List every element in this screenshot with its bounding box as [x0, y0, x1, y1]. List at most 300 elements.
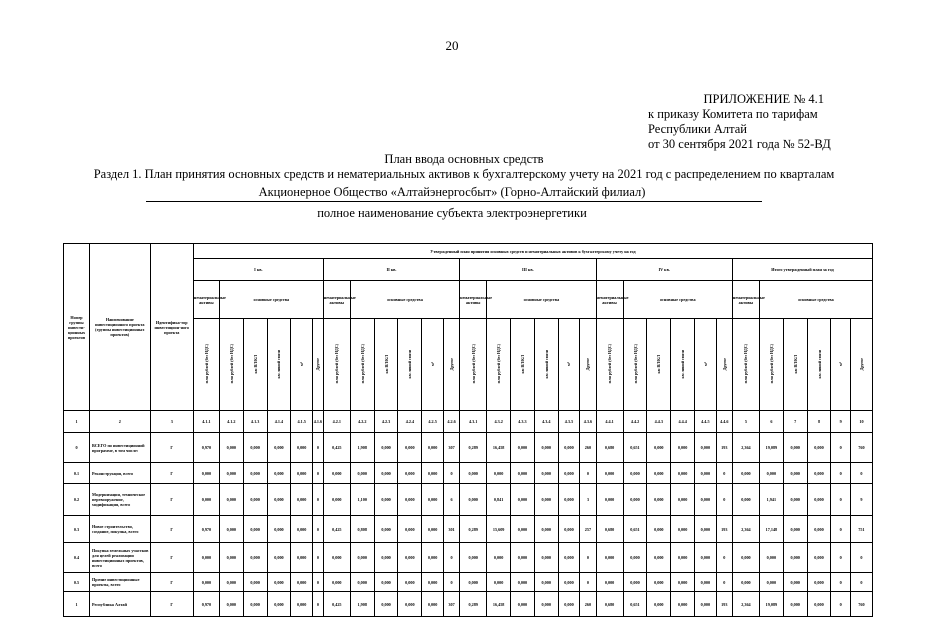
table-cell: Г — [150, 543, 193, 573]
header-unit-label: млн рублей (без НДС) — [334, 344, 340, 384]
column-number: 4.3.6 — [580, 411, 596, 433]
table-cell: 0,000 — [398, 573, 422, 592]
organization-caption: полное наименование субъекта электроэнергетики — [317, 206, 587, 220]
table-cell: 0,651 — [623, 592, 647, 617]
table-cell: 0,000 — [398, 484, 422, 516]
column-number: 4.2.5 — [422, 411, 444, 433]
table-cell: 0,425 — [323, 433, 350, 463]
table-cell: 0 — [312, 543, 323, 573]
table-cell: 0,000 — [558, 543, 580, 573]
table-cell: 0,000 — [807, 573, 831, 592]
table-cell: 0,000 — [422, 592, 444, 617]
table-cell: 0,000 — [267, 516, 291, 543]
table-cell: 0,000 — [460, 573, 487, 592]
table-cell: 0,000 — [695, 463, 717, 484]
table-cell: 0,000 — [460, 484, 487, 516]
header-unit-cell — [671, 319, 695, 411]
table-cell: 0,000 — [267, 592, 291, 617]
table-cell: 0,000 — [219, 543, 243, 573]
header-unit-label: км ВЛ/КЛ — [792, 354, 798, 374]
header-unit-cell — [243, 319, 267, 411]
table-cell: 0,000 — [422, 463, 444, 484]
table-cell: 0,000 — [558, 463, 580, 484]
header-year-total: Итого утвержденный план за год — [732, 259, 872, 281]
table-cell: 0,000 — [350, 543, 374, 573]
table-cell: 0 — [443, 573, 459, 592]
table-cell: 0,000 — [487, 543, 511, 573]
header-unit-label: млн рублей (без НДС) — [496, 344, 502, 384]
table-cell: 0,000 — [422, 433, 444, 463]
table-cell: 0,000 — [759, 573, 783, 592]
appendix-line-3: Республики Алтай — [648, 122, 747, 136]
table-cell: 0,000 — [487, 573, 511, 592]
header-unit-label: млн рублей (без НДС) — [470, 344, 476, 384]
header-unit-label: км линий связи — [543, 349, 549, 379]
table-cell: 0 — [850, 463, 872, 484]
header-unit-cell — [647, 319, 671, 411]
table-cell: 0,000 — [783, 592, 807, 617]
table-cell: 0,000 — [534, 543, 558, 573]
table-cell: 0,000 — [759, 463, 783, 484]
table-row — [64, 516, 873, 543]
table-cell: 0,000 — [511, 463, 535, 484]
column-number: 1 — [64, 411, 90, 433]
table-cell: 0.3 — [64, 516, 90, 543]
header-unit-cell — [443, 319, 459, 411]
table-cell: 760 — [850, 592, 872, 617]
table-cell: 0,000 — [422, 516, 444, 543]
table-cell: 0,000 — [647, 463, 671, 484]
table-cell: 0 — [831, 592, 850, 617]
header-group-number: Номер группы инвести-ционных проектов — [64, 244, 90, 411]
table-cell: 0,000 — [623, 463, 647, 484]
table-cell: 0,000 — [374, 592, 398, 617]
table-cell: 0,000 — [671, 433, 695, 463]
table-cell: 0,000 — [398, 516, 422, 543]
column-number: 4.1.5 — [291, 411, 313, 433]
header-unit-cell — [623, 319, 647, 411]
table-cell: 0,000 — [671, 573, 695, 592]
table-cell: 0 — [831, 543, 850, 573]
header-unit-label: Другое — [315, 357, 321, 371]
table-cell: 0,000 — [647, 592, 671, 617]
table-cell: 0,000 — [671, 484, 695, 516]
table-cell: 0 — [580, 463, 596, 484]
column-number: 4.2.1 — [323, 411, 350, 433]
table-cell: 0,000 — [807, 516, 831, 543]
header-unit-label: Другое — [858, 357, 864, 371]
table-cell: 0,000 — [732, 573, 759, 592]
table-cell: 0 — [831, 433, 850, 463]
table-cell: 0 — [716, 463, 732, 484]
table-cell: 19,089 — [759, 592, 783, 617]
table-cell: 0,000 — [243, 433, 267, 463]
column-number: 8 — [807, 411, 831, 433]
table-cell: 0 — [831, 516, 850, 543]
appendix-line-4: от 30 сентября 2021 года № 52-ВД — [648, 137, 831, 151]
table-cell: 0,000 — [422, 573, 444, 592]
table-cell: 15,609 — [487, 516, 511, 543]
table-cell: 0,000 — [558, 433, 580, 463]
table-cell: 0,000 — [323, 463, 350, 484]
table-cell: 0,000 — [460, 463, 487, 484]
table-cell: Г — [150, 592, 193, 617]
table-cell: 0,000 — [291, 433, 313, 463]
table-cell: 0,000 — [783, 463, 807, 484]
table-cell: 0.4 — [64, 543, 90, 573]
table-row — [64, 543, 873, 573]
table-cell: 0,425 — [323, 516, 350, 543]
table-cell: Г — [150, 484, 193, 516]
table-cell: 0 — [831, 463, 850, 484]
header-unit-label: млн рублей (без НДС) — [607, 344, 613, 384]
header-unit-label: км ВЛ/КЛ — [656, 354, 662, 374]
table-row — [64, 463, 873, 484]
table-cell: 0,000 — [807, 543, 831, 573]
table-cell: 193 — [716, 433, 732, 463]
table-cell: 9 — [850, 484, 872, 516]
table-cell: 0,000 — [623, 573, 647, 592]
table-cell: 0 — [312, 516, 323, 543]
table-cell: 0,651 — [623, 516, 647, 543]
header-approved-plan: Утвержденный план принятия основных средств и нематериальных активов к бухгалтерскому учету на год — [193, 244, 872, 259]
table-cell: 0,289 — [460, 592, 487, 617]
table-cell: 0,000 — [807, 484, 831, 516]
column-number: 4.3.5 — [558, 411, 580, 433]
table-cell: 0,000 — [695, 484, 717, 516]
table-cell: 3 — [580, 484, 596, 516]
column-number: 4.3.3 — [511, 411, 535, 433]
table-cell: 0,000 — [291, 484, 313, 516]
header-fixed-assets: основные средства — [487, 281, 596, 319]
table-cell: 0,000 — [759, 543, 783, 573]
header-intangible-assets: нематериальные активы — [460, 281, 487, 319]
table-cell: 1,908 — [350, 433, 374, 463]
table-cell: 0,000 — [374, 516, 398, 543]
header-unit-cell — [219, 319, 243, 411]
column-number: 4.4.6 — [716, 411, 732, 433]
column-number: 3 — [150, 411, 193, 433]
table-cell: 0 — [850, 573, 872, 592]
table-cell: 0,000 — [323, 484, 350, 516]
table-cell: 260 — [580, 592, 596, 617]
project-name-cell: Покупка земельных участков для целей реализации инвестиционных проектов, всего — [89, 543, 150, 573]
header-unit-label: км ВЛ/КЛ — [252, 354, 258, 374]
table-cell: 0 — [312, 592, 323, 617]
header-unit-label: млн рублей (без НДС) — [632, 344, 638, 384]
table-cell: 193 — [716, 516, 732, 543]
column-number: 10 — [850, 411, 872, 433]
project-name-cell: Реконструкция, всего — [89, 463, 150, 484]
table-cell: Г — [150, 463, 193, 484]
table-cell: 0,000 — [267, 573, 291, 592]
page-number: 20 — [445, 38, 459, 53]
table-cell: 2,364 — [732, 516, 759, 543]
table-cell: 0,000 — [558, 573, 580, 592]
table-cell: 0,000 — [732, 543, 759, 573]
header-unit-label: км линий связи — [816, 349, 822, 379]
header-unit-cell — [267, 319, 291, 411]
header-unit-cell — [558, 319, 580, 411]
table-cell: 0 — [831, 573, 850, 592]
header-unit-cell — [422, 319, 444, 411]
table-cell: 0.5 — [64, 573, 90, 592]
table-cell: 0,000 — [695, 592, 717, 617]
document-title: План ввода основных средств — [384, 152, 544, 166]
table-cell: 0,000 — [243, 516, 267, 543]
table-cell: 16,458 — [487, 592, 511, 617]
table-cell: 0,000 — [534, 516, 558, 543]
header-unit-label: Другое — [721, 357, 727, 371]
header-project-id: Идентифика-тор инвестицион-ного проекта — [150, 244, 193, 411]
header-quarter-1: I кв. — [193, 259, 323, 281]
header-unit-cell — [716, 319, 732, 411]
table-cell: 0,000 — [695, 573, 717, 592]
header-unit-cell — [783, 319, 807, 411]
table-cell: 0,000 — [647, 484, 671, 516]
table-cell: 0,000 — [219, 463, 243, 484]
column-number: 4.4.4 — [671, 411, 695, 433]
header-unit-label: Другое — [449, 357, 455, 371]
organization-name: Акционерное Общество «Алтайэнергосбыт» (Горно-Алтайский филиал) — [258, 185, 646, 199]
header-unit-label: м² — [299, 362, 305, 366]
table-row — [64, 573, 873, 592]
column-number: 4.4.3 — [647, 411, 671, 433]
header-unit-cell — [596, 319, 623, 411]
header-unit-label: м² — [838, 362, 844, 366]
table-cell: 0,000 — [193, 463, 219, 484]
table-cell: 0,000 — [732, 463, 759, 484]
table-cell: 1,908 — [350, 592, 374, 617]
header-unit-cell — [580, 319, 596, 411]
header-unit-label: м² — [566, 362, 572, 366]
table-cell: 0,000 — [219, 433, 243, 463]
table-cell: 1,941 — [759, 484, 783, 516]
header-unit-label: млн рублей (без НДС) — [203, 344, 209, 384]
project-name-cell: Прочие инвестиционные проекты, всего — [89, 573, 150, 592]
column-number: 2 — [89, 411, 150, 433]
header-unit-cell — [807, 319, 831, 411]
header-unit-label: км ВЛ/КЛ — [383, 354, 389, 374]
column-number: 9 — [831, 411, 850, 433]
table-cell: 0,000 — [671, 592, 695, 617]
table-cell: 1 — [64, 592, 90, 617]
table-row — [64, 592, 873, 617]
organization-underline — [146, 201, 762, 202]
table-cell: 0,000 — [807, 433, 831, 463]
header-quarter-4: IV кв. — [596, 259, 732, 281]
table-cell: 0,000 — [695, 516, 717, 543]
header-unit-label: м² — [702, 362, 708, 366]
table-cell: 760 — [850, 433, 872, 463]
header-fixed-assets: основные средства — [623, 281, 732, 319]
appendix-block — [648, 92, 831, 152]
table-row — [64, 484, 873, 516]
column-number: 4.4.1 — [596, 411, 623, 433]
table-cell: 307 — [443, 592, 459, 617]
table-cell: 0,000 — [647, 433, 671, 463]
table-cell: 0,000 — [219, 516, 243, 543]
table-cell: Г — [150, 433, 193, 463]
table-cell: 0,000 — [350, 573, 374, 592]
column-number: 6 — [759, 411, 783, 433]
table-cell: 0 — [831, 484, 850, 516]
table-cell: 0,000 — [219, 484, 243, 516]
header-unit-label: млн рублей (без НДС) — [228, 344, 234, 384]
table-cell: 0,425 — [323, 592, 350, 617]
table-cell: 0,000 — [193, 573, 219, 592]
table-cell: 751 — [850, 516, 872, 543]
section-title: Раздел 1. План принятия основных средств и нематериальных активов к бухгалтерскому учету на 2021 год с распределением по кварталам — [93, 167, 835, 181]
table-cell: 0,000 — [511, 433, 535, 463]
header-unit-cell — [350, 319, 374, 411]
header-unit-label: км линий связи — [276, 349, 282, 379]
table-cell: 16,458 — [487, 433, 511, 463]
table-cell: 0,000 — [671, 543, 695, 573]
plan-table — [63, 243, 873, 617]
table-row — [64, 433, 873, 463]
table-cell: 0,000 — [511, 592, 535, 617]
table-cell: 0,000 — [596, 573, 623, 592]
header-unit-cell — [487, 319, 511, 411]
project-name-cell: Модернизация, техническое перевооружение, модификация, всего — [89, 484, 150, 516]
column-number: 4.2.4 — [398, 411, 422, 433]
table-cell: 0,000 — [398, 433, 422, 463]
table-cell: 0,000 — [267, 543, 291, 573]
header-unit-cell — [695, 319, 717, 411]
table-cell: 0,000 — [783, 433, 807, 463]
table-cell: 0,000 — [291, 592, 313, 617]
table-cell: 0,000 — [460, 543, 487, 573]
header-intangible-assets: нематериальные активы — [732, 281, 759, 319]
header-fixed-assets: основные средства — [759, 281, 872, 319]
table-cell: 0,680 — [596, 433, 623, 463]
table-cell: 0,000 — [398, 592, 422, 617]
table-cell: 0,000 — [695, 433, 717, 463]
table-cell: 0,000 — [291, 543, 313, 573]
table-cell: 0,000 — [374, 433, 398, 463]
table-cell: 0,000 — [219, 592, 243, 617]
table-cell: 0,000 — [783, 573, 807, 592]
table-cell: 0,000 — [243, 592, 267, 617]
table-cell: 0,000 — [623, 543, 647, 573]
column-number: 5 — [732, 411, 759, 433]
table-cell: 0,000 — [596, 463, 623, 484]
table-cell: 0 — [312, 484, 323, 516]
table-cell: 0,000 — [511, 573, 535, 592]
table-cell: 0,000 — [243, 463, 267, 484]
header-unit-cell — [850, 319, 872, 411]
table-cell: 0 — [64, 433, 90, 463]
table-cell: 257 — [580, 516, 596, 543]
table-cell: 0,841 — [487, 484, 511, 516]
table-cell: 0,289 — [460, 433, 487, 463]
table-cell: 0,000 — [534, 463, 558, 484]
table-cell: 0,000 — [511, 484, 535, 516]
table-cell: 0,000 — [732, 484, 759, 516]
table-cell: 0,000 — [807, 463, 831, 484]
header-intangible-assets: нематериальные активы — [596, 281, 623, 319]
table-cell: 0,000 — [534, 592, 558, 617]
header-unit-cell — [460, 319, 487, 411]
table-cell: 1,100 — [350, 484, 374, 516]
table-cell: 0,000 — [398, 543, 422, 573]
header-unit-label: млн рублей (без НДС) — [768, 344, 774, 384]
column-number: 4.1.1 — [193, 411, 219, 433]
table-cell: 0,680 — [596, 592, 623, 617]
table-cell: 0,000 — [291, 573, 313, 592]
header-unit-label: м² — [430, 362, 436, 366]
column-number: 4.1.2 — [219, 411, 243, 433]
column-number: 4.3.4 — [534, 411, 558, 433]
header-intangible-assets: нематериальные активы — [193, 281, 219, 319]
header-unit-cell — [831, 319, 850, 411]
table-cell: 0,000 — [243, 543, 267, 573]
table-cell: 19,089 — [759, 433, 783, 463]
table-cell: 6 — [443, 484, 459, 516]
table-cell: 0,000 — [671, 516, 695, 543]
header-unit-cell — [759, 319, 783, 411]
header-unit-label: км линий связи — [680, 349, 686, 379]
table-cell: 0,970 — [193, 433, 219, 463]
header-unit-cell — [312, 319, 323, 411]
header-unit-cell — [323, 319, 350, 411]
header-unit-cell — [511, 319, 535, 411]
appendix-line-2: к приказу Комитета по тарифам — [648, 107, 818, 121]
project-name-cell: ВСЕГО по инвестиционной программе, в том числе: — [89, 433, 150, 463]
table-cell: 0.1 — [64, 463, 90, 484]
header-unit-cell — [193, 319, 219, 411]
table-cell: 0 — [716, 573, 732, 592]
table-cell: 0,000 — [350, 463, 374, 484]
header-quarter-3: III кв. — [460, 259, 596, 281]
table-cell: 0,000 — [511, 543, 535, 573]
table-cell: 0,000 — [783, 543, 807, 573]
project-name-cell: Республика Алтай — [89, 592, 150, 617]
table-cell: 0,000 — [291, 516, 313, 543]
column-number: 4.2.2 — [350, 411, 374, 433]
table-cell: 0,000 — [243, 484, 267, 516]
table-cell: 0,000 — [323, 543, 350, 573]
table-cell: 0 — [443, 463, 459, 484]
table-cell: 0,000 — [596, 484, 623, 516]
table-cell: 0,289 — [460, 516, 487, 543]
table-cell: 2,364 — [732, 433, 759, 463]
table-cell: 0,000 — [647, 573, 671, 592]
table-cell: 0,000 — [267, 433, 291, 463]
table-cell: 0,970 — [193, 516, 219, 543]
header-intangible-assets: нематериальные активы — [323, 281, 350, 319]
table-cell: 0,000 — [398, 463, 422, 484]
table-cell: 307 — [443, 433, 459, 463]
table-cell: 193 — [716, 592, 732, 617]
table-cell: 301 — [443, 516, 459, 543]
header-unit-label: км линий связи — [407, 349, 413, 379]
table-cell: 0,000 — [243, 573, 267, 592]
table-cell: 0,000 — [422, 484, 444, 516]
table-cell: 0,000 — [534, 573, 558, 592]
table-cell: 0,000 — [558, 484, 580, 516]
table-cell: 0 — [312, 463, 323, 484]
header-unit-label: км ВЛ/КЛ — [519, 354, 525, 374]
table-cell: 0,000 — [374, 543, 398, 573]
column-number: 4.4.5 — [695, 411, 717, 433]
table-cell: Г — [150, 573, 193, 592]
table-cell: 260 — [580, 433, 596, 463]
table-cell: 0,000 — [267, 484, 291, 516]
table-cell: 0,970 — [193, 592, 219, 617]
table-cell: 0 — [580, 573, 596, 592]
